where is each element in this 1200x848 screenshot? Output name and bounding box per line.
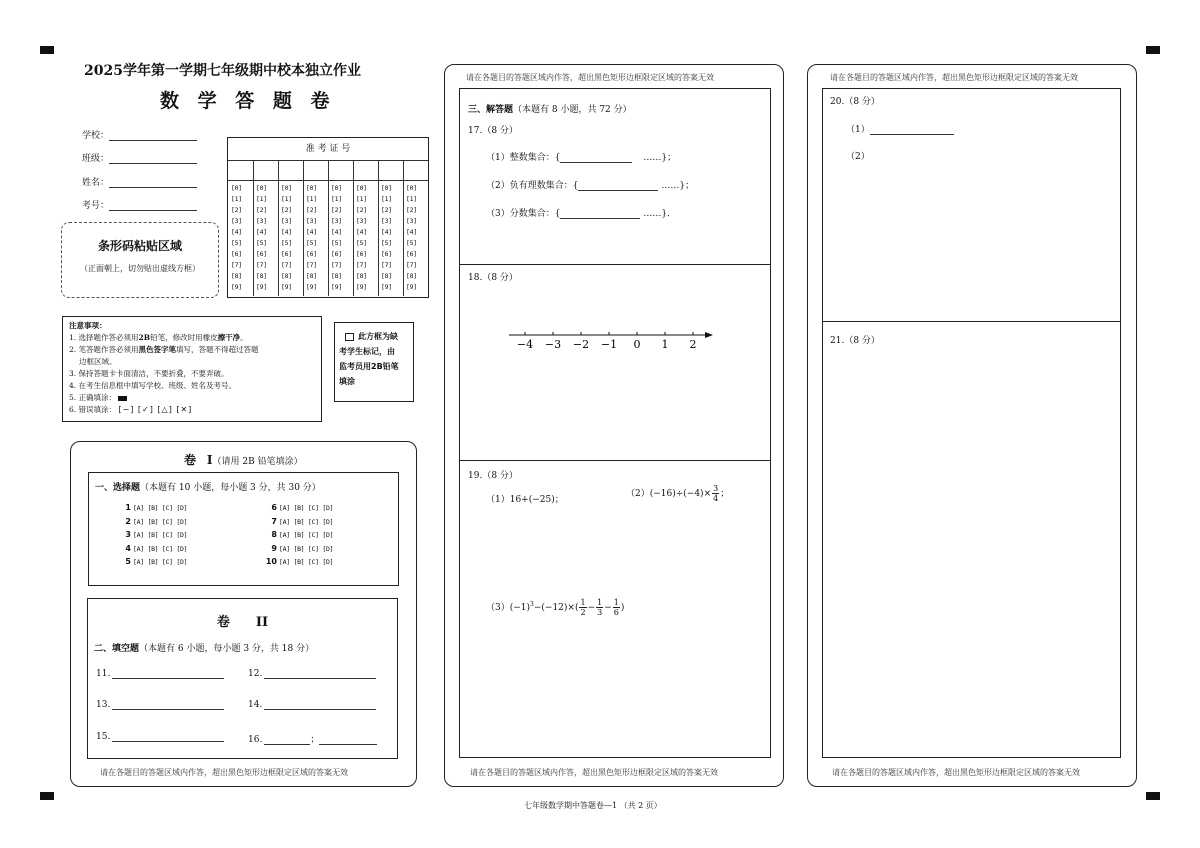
right-footer-warning: 请在各题目的答题区域内作答，超出黑色矩形边框限定区域的答案无效 [832,768,1080,777]
choice-question-row[interactable] [119,517,187,527]
exam-number-write-row[interactable] [228,161,428,181]
q19-part2: （2）(−16)÷(−4)× $\frac{3}{4}$ ； [626,484,730,503]
registration-mark-tr [1146,46,1160,54]
exam-number-bubble[interactable]: [2] [281,206,292,214]
choice-question-number: 5 [125,557,131,566]
choice-option-bubbles[interactable]: [A] [B] [C] [D] [279,517,334,526]
choice-option-bubbles[interactable]: [A] [B] [C] [D] [279,558,334,566]
choice-question-number: 9 [271,543,277,553]
exam-number-bubble[interactable]: [1] [406,195,417,203]
choice-option-bubbles[interactable]: [A] [B] [C] [D] [133,517,188,526]
exam-number-bubble[interactable]: [6] [306,250,317,258]
number-line-arrow-icon [705,332,713,338]
choice-question-number: 8 [271,530,277,539]
q20-q21-divider [822,321,1120,322]
exam-number-bubble[interactable]: [1] [356,195,367,203]
exam-number-column [253,181,279,296]
registration-mark-bl [40,792,54,800]
exam-number-bubble[interactable]: [7] [256,261,267,269]
exam-number-bubble[interactable]: [7] [406,261,417,269]
q20-part2: （2） [846,152,870,162]
fill-blank-13[interactable]: 13. [96,700,224,710]
school-field[interactable]: 学校： [82,128,197,141]
note-item: 6. 错误填涂： [−] [✓] [△] [✕] [69,405,193,414]
choice-question-number: 4 [125,543,131,553]
fill-blank-11[interactable]: 11. [96,669,224,679]
exam-number-bubble[interactable]: [3] [356,217,367,225]
choice-question-number: 2 [125,516,131,526]
right-answer-frame [822,88,1121,758]
choice-option-bubbles[interactable]: [A] [B] [C] [D] [133,504,188,512]
number-line [505,327,725,353]
exam-number-bubble[interactable]: [8] [356,272,367,280]
exam-number-bubble[interactable]: [9] [231,283,242,291]
choice-question-row[interactable] [119,557,187,567]
exam-number-bubble[interactable]: [8] [406,272,417,280]
exam-number-bubble[interactable]: [5] [231,239,242,247]
exam-number-column [328,181,354,296]
correct-fill-sample-icon [118,396,127,401]
exam-number-column [228,181,254,296]
number-line-tick-label: 2 [689,338,697,351]
exam-number-bubble[interactable]: [9] [256,283,267,291]
choice-question-number: 3 [125,530,131,539]
exam-number-bubble[interactable]: [0] [331,184,342,192]
barcode-title: 条形码粘贴区域 [97,239,182,253]
exam-number-bubble[interactable]: [9] [381,283,392,291]
exam-number-bubble[interactable]: [9] [406,283,417,291]
exam-number-bubble[interactable]: [0] [231,184,242,192]
choice-option-bubbles[interactable]: [A] [B] [C] [D] [133,531,188,539]
number-line-tick-label: −2 [572,338,590,351]
exam-number-column [378,181,404,296]
exam-number-bubble[interactable]: [0] [256,184,267,192]
exam-number-bubble[interactable]: [6] [331,250,342,258]
wrong-fill-samples-icon: [−] [✓] [△] [✕] [118,405,193,414]
fill-section: 卷 II 二、填空题（本题有 6 小题，每小题 3 分，共 18 分） 11. 12. 13. 14. 15. 16. ； [87,598,398,759]
choice-question-row[interactable] [119,503,187,513]
exam-number-bubble[interactable]: [7] [306,261,317,269]
exam-number-title: 准 考 证 号 [228,138,428,161]
exam-number-column [353,181,379,296]
barcode-area [61,222,219,298]
fill-blank-15[interactable]: 15. [96,732,224,742]
exam-number-bubble[interactable]: [4] [281,228,292,236]
choice-answer-grid[interactable] [89,503,398,578]
q21-label: 21.（8 分） [830,336,880,346]
choice-question-number: 7 [271,516,277,526]
fill-blank-14[interactable]: 14. [248,700,376,710]
exam-number-bubble[interactable]: [8] [306,272,317,280]
exam-number-bubble[interactable]: [3] [231,217,242,225]
exam-number-bubble[interactable]: [2] [381,206,392,214]
choice-question-row[interactable] [119,530,187,540]
exam-number-bubble[interactable]: [8] [281,272,292,280]
choice-question-number: 10 [265,557,277,566]
q20-label: 20.（8 分） [830,97,880,107]
exam-number-bubble[interactable]: [5] [256,239,267,247]
exam-number-bubble[interactable]: [3] [381,217,392,225]
exam-number-bubble[interactable]: [4] [331,228,342,236]
notes-box [62,316,322,422]
number-line-tick-label: 0 [633,338,641,351]
exam-number-bubble[interactable]: [2] [231,206,242,214]
class-field[interactable]: 班级： [82,151,197,164]
fill-blank-12[interactable]: 12. [248,669,376,679]
notes-title: 注意事项： [69,321,107,330]
exam-number-bubble[interactable]: [6] [281,250,292,258]
exam-number-bubble[interactable]: [4] [256,228,267,236]
exam-number-bubble[interactable]: [3] [406,217,417,225]
q19-part3: $(3)(-1)^3-(-12)\times$( $\frac{1}{2}$ − $\frac{1}{3}$ − $\frac{1}{6}$ ) [486,598,625,617]
q17-fraction-set[interactable]: （3）分数集合：{ ……}． [486,209,677,219]
exam-number-bubble[interactable]: [1] [231,195,242,203]
choice-option-bubbles[interactable]: [A] [B] [C] [D] [279,531,334,539]
choice-question-row[interactable] [265,503,333,513]
exam-number-bubble[interactable]: [0] [356,184,367,192]
exam-number-bubbles[interactable] [228,181,428,296]
exam-number-bubble[interactable]: [9] [356,283,367,291]
note-item: 边框区域。 [79,357,117,366]
exam-number-bubble[interactable]: [0] [406,184,417,192]
q19-part1: （1）16+(−25)； [486,495,564,505]
exam-number-bubble[interactable]: [6] [231,250,242,258]
exam-number-bubble[interactable]: [9] [331,283,342,291]
q20-part1[interactable]: （1） [846,122,954,135]
note-item: 1. 选择题作答必须用2B铅笔，修改时用橡皮擦干净。 [69,333,248,342]
exam-number-bubble[interactable]: [0] [381,184,392,192]
absent-checkbox[interactable] [345,333,354,341]
exam-number-bubble[interactable]: [2] [256,206,267,214]
q17-integer-set[interactable]: （1）整数集合：{ ……}； [486,153,677,163]
number-line-tick-label: −4 [516,338,534,351]
q17-label: 17.（8 分） [468,126,518,136]
exam-number-bubble[interactable]: [8] [381,272,392,280]
exam-number-bubble[interactable]: [0] [306,184,317,192]
exam-number-column [403,181,428,296]
middle-header-warning: 请在各题目的答题区域内作答，超出黑色矩形边框限定区域的答案无效 [466,73,714,82]
exam-number-bubble[interactable]: [1] [331,195,342,203]
q17-q18-divider [459,264,770,265]
exam-number-bubble[interactable]: [9] [306,283,317,291]
exam-number-bubble[interactable]: [4] [306,228,317,236]
sheet-title: 2025学年第一学期七年级期中校本独立作业 [84,63,361,79]
exam-number-column [303,181,329,296]
exam-number-bubble[interactable]: [3] [281,217,292,225]
registration-mark-tl [40,46,54,54]
exam-number-bubble[interactable]: [6] [256,250,267,258]
exam-number-bubble[interactable]: [2] [356,206,367,214]
exam-number-bubble[interactable]: [1] [281,195,292,203]
exam-number-bubble[interactable]: [4] [356,228,367,236]
choice-question-row[interactable] [119,544,187,554]
exam-number-bubble[interactable]: [4] [231,228,242,236]
note-item: 4. 在考生信息框中填写学校、班级、姓名及考号。 [69,381,237,390]
exam-number-bubble[interactable]: [7] [231,261,242,269]
right-header-warning: 请在各题目的答题区域内作答，超出黑色矩形边框限定区域的答案无效 [830,73,1078,82]
page-footer: 七年级数学期中答题卷—1 （共 2 页） [524,801,662,810]
exam-id-field[interactable]: 考号： [82,198,197,211]
exam-number-bubble[interactable]: [5] [381,239,392,247]
barcode-note: （正面朝上，切勿贴出虚线方框） [80,264,200,273]
registration-mark-br [1146,792,1160,800]
choice-option-bubbles[interactable]: [A] [B] [C] [D] [133,558,188,566]
note-item: 3. 保持答题卡卡面清洁，不要折叠，不要弄破。 [69,369,229,378]
name-field[interactable]: 姓名： [82,175,197,188]
choice-question-row[interactable] [265,530,333,540]
exam-number-bubble[interactable]: [3] [256,217,267,225]
choice-question-row[interactable] [265,544,333,554]
exam-number-bubble[interactable]: [6] [356,250,367,258]
choice-question-number: 6 [271,503,277,512]
absent-mark-box: 此方框为缺 考学生标记，由 监考员用2B铅笔 填涂 [334,322,414,402]
exam-number-bubble[interactable]: [8] [256,272,267,280]
number-line-tick-label: 1 [661,338,669,351]
exam-number-bubble[interactable]: [3] [306,217,317,225]
choice-option-bubbles[interactable]: [A] [B] [C] [D] [279,544,334,553]
exam-number-bubble[interactable]: [6] [381,250,392,258]
exam-number-bubble[interactable]: [6] [406,250,417,258]
q18-q19-divider [459,460,770,461]
exam-number-bubble[interactable]: [5] [306,239,317,247]
volume-two-heading: 卷 II [216,615,269,630]
note-item: 2. 笔答题作答必须用黑色签字笔填写，答题不得超过答题 [69,345,259,354]
exam-number-bubble[interactable]: [9] [281,283,292,291]
exam-number-bubble[interactable]: [7] [281,261,292,269]
note-item: 5. 正确填涂： [69,392,315,404]
choice-question-number: 1 [125,503,131,512]
choice-option-bubbles[interactable]: [A] [B] [C] [D] [133,544,188,553]
exam-number-bubble[interactable]: [5] [406,239,417,247]
exam-number-bubble[interactable]: [1] [256,195,267,203]
choice-option-bubbles[interactable]: [A] [B] [C] [D] [279,504,334,512]
number-line-tick-label: −3 [544,338,562,351]
q17-negative-set[interactable]: （2）负有理数集合：{ ……}； [486,181,695,191]
exam-number-bubble[interactable]: [0] [281,184,292,192]
exam-number-bubble[interactable]: [2] [406,206,417,214]
solution-section-heading: 三、解答题（本题有 8 小题，共 72 分） [468,105,632,115]
exam-number-bubble[interactable]: [2] [331,206,342,214]
volume-one-heading: 卷 I（请用 2B 铅笔填涂） [184,453,303,467]
exam-number-bubble[interactable]: [5] [356,239,367,247]
exam-number-bubble[interactable]: [4] [406,228,417,236]
left-footer-warning: 请在各题目的答题区域内作答，超出黑色矩形边框限定区域的答案无效 [100,768,348,777]
exam-number-bubble[interactable]: [4] [381,228,392,236]
choice-section: 一、选择题（本题有 10 小题，每小题 3 分，共 30 分） 1 [A] [B] [C] [D] 2 [A] [B] [C] [D] 3 [A] [B] [C] [D] 4 [A] [B] [C] [D] 5 [A] [B] [C] [D] 6 [A] [B] [C] [D] 7 [A] [B] [C] [D] 8 [A] [B] [C] [D] 9 [A] [B] [C] [D] 10 [A] [B] [C] [D] [88,472,399,586]
q19-label: 19.（8 分） [468,471,518,481]
exam-number-bubble[interactable]: [2] [306,206,317,214]
exam-number-bubble[interactable]: [3] [331,217,342,225]
exam-number-bubble[interactable]: [1] [381,195,392,203]
sheet-subtitle: 数 学 答 题 卷 [160,90,336,112]
exam-number-bubble[interactable]: [8] [331,272,342,280]
exam-number-column [278,181,304,296]
exam-number-bubble[interactable]: [7] [356,261,367,269]
choice-question-row[interactable] [265,557,333,567]
exam-number-bubble[interactable]: [5] [281,239,292,247]
exam-number-bubble[interactable]: [7] [331,261,342,269]
exam-number-bubble[interactable]: [5] [331,239,342,247]
exam-number-bubble[interactable]: [8] [231,272,242,280]
middle-footer-warning: 请在各题目的答题区域内作答，超出黑色矩形边框限定区域的答案无效 [470,768,718,777]
number-line-tick-label: −1 [600,338,618,351]
exam-number-bubble[interactable]: [1] [306,195,317,203]
exam-number-bubble[interactable]: [7] [381,261,392,269]
exam-number-grid [227,137,429,298]
fill-blank-16[interactable]: 16. ； [248,732,377,745]
choice-question-row[interactable] [265,517,333,527]
q18-label: 18.（8 分） [468,273,518,283]
